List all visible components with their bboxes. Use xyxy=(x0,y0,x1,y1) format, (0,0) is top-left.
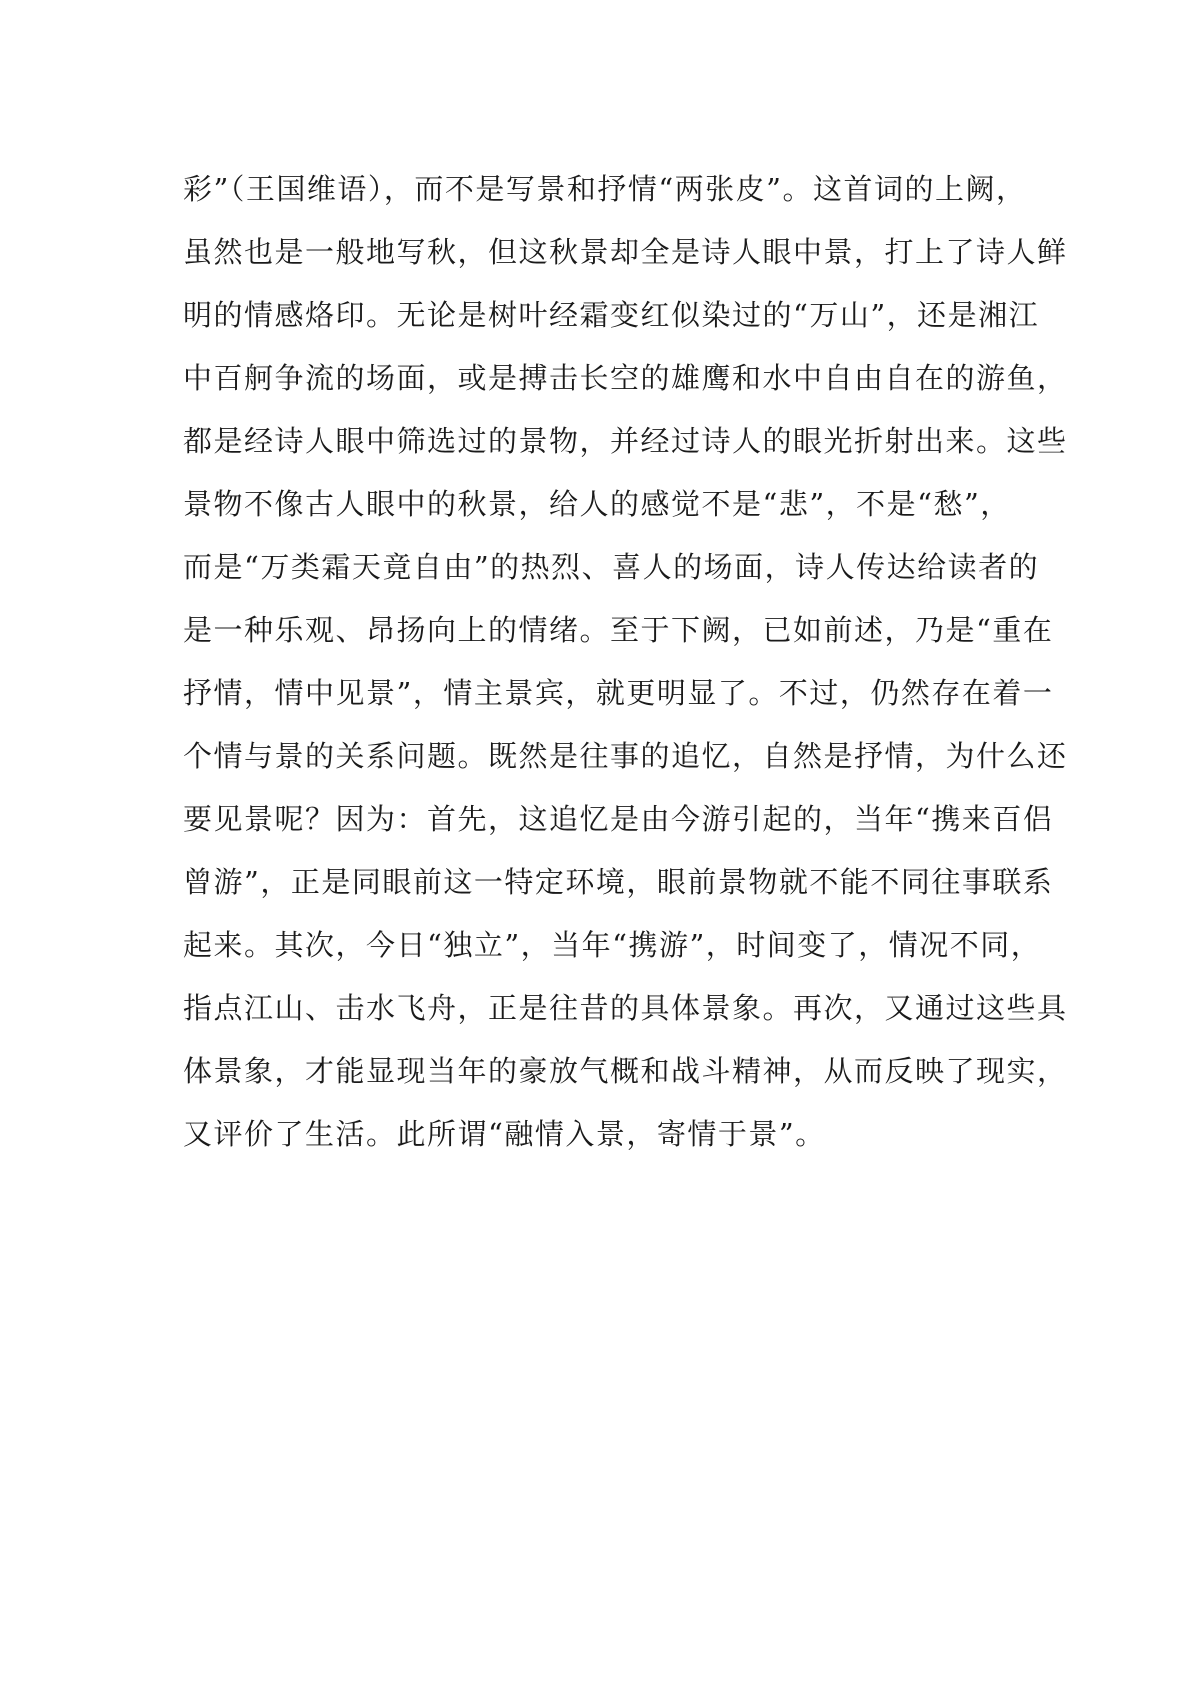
text-line: 起来。其次，今日“独立”，当年“携游”，时间变了，情况不同， xyxy=(183,928,1042,962)
text-line: 中百舸争流的场面，或是搏击长空的雄鹰和水中自由自在的游鱼， xyxy=(183,361,1068,395)
text-line: 抒情，情中见景”，情主景宾，就更明显了。不过，仍然存在着一 xyxy=(183,676,1054,710)
text-line: 是一种乐观、昂扬向上的情绪。至于下阙，已如前述，乃是“重在 xyxy=(183,613,1054,647)
text-line: 又评价了生活。此所谓“融情入景，寄情于景”。 xyxy=(183,1117,826,1151)
text-line: 个情与景的关系问题。既然是往事的追忆，自然是抒情，为什么还 xyxy=(183,739,1068,773)
text-line: 曾游”，正是同眼前这一特定环境，眼前景物就不能不同往事联系 xyxy=(183,865,1054,899)
text-line: 都是经诗人眼中筛选过的景物，并经过诗人的眼光折射出来。这些 xyxy=(183,424,1068,458)
body-paragraph xyxy=(183,163,1068,1171)
text-line: 虽然也是一般地写秋，但这秋景却全是诗人眼中景，打上了诗人鲜 xyxy=(183,235,1068,269)
text-line: 彩”（王国维语），而不是写景和抒情“两张皮”。这首词的上阙， xyxy=(183,172,1027,206)
text-line: 体景象，才能显现当年的豪放气概和战斗精神，从而反映了现实， xyxy=(183,1054,1068,1088)
text-line: 景物不像古人眼中的秋景，给人的感觉不是“悲”，不是“愁”， xyxy=(183,487,1011,521)
text-line: 而是“万类霜天竟自由”的热烈、喜人的场面，诗人传达给读者的 xyxy=(183,550,1040,584)
text-line: 指点江山、击水飞舟，正是往昔的具体景象。再次，又通过这些具 xyxy=(183,991,1068,1025)
text-line: 明的情感烙印。无论是树叶经霜变红似染过的“万山”，还是湘江 xyxy=(183,298,1040,332)
text-line: 要见景呢？因为：首先，这追忆是由今游引起的，当年“携来百侣 xyxy=(183,802,1054,836)
